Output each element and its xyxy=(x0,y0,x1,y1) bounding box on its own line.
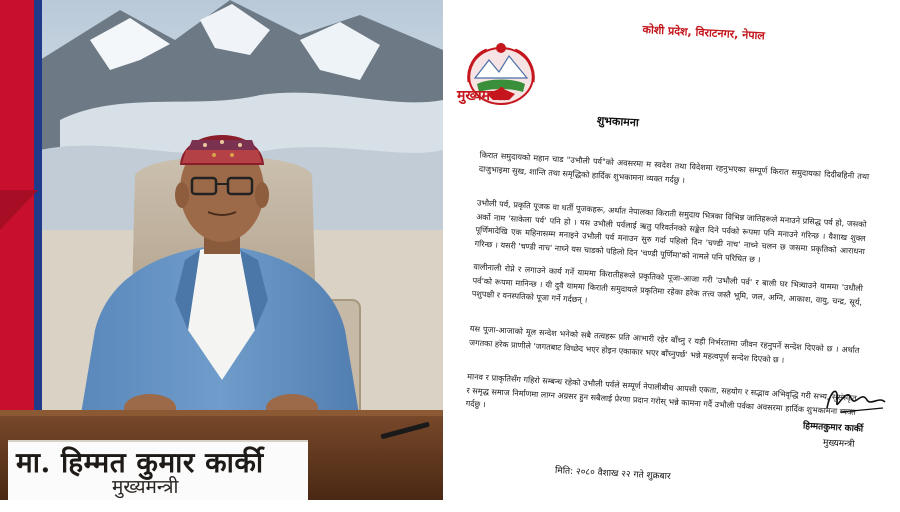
province-header: कोशी प्रदेश, विराटनगर, नेपाल xyxy=(642,22,766,43)
signer-title: मुख्यमन्त्री xyxy=(822,438,855,450)
signature-icon xyxy=(821,378,891,418)
photo-illustration xyxy=(0,0,443,500)
letter-subject: शुभकामना xyxy=(596,113,640,130)
greeting-letter xyxy=(443,0,900,500)
paragraph-2: उभौली पर्व, प्रकृति पूजक वा धर्ती पूजकहरू, अर्थात नेपालका किराती समुदाय भित्रका विभिन्न जातिहरूले मनाउने प्रसिद्ध पर्व हो, जसको अर्को नाम 'साकेला पर्व' पनि हो । यस उभौली पर्वलाई ऋतु परिवर्तनको सङ्केत दिने पर्वको रूपमा पनि मनाउने गरिन्छ । वैशाख शुक्ल पूर्णिमादेखि एक महिनासम्म मनाइने उभौली पर्व मनाउन सुरु गर्दा पहिलो दिन 'चण्डी नाच' नाच्ने चलन छ जसमा प्रकृतिको आराधना गरिन्छ । यसरी 'चण्डी नाच' नाच्ने यस चाडको पहिलो दिन 'चण्डी पूर्णिमा'को नामले पनि परिचित छ । xyxy=(474,198,867,265)
paragraph-4: यस पूजा-आजाको मूल सन्देश भनेको सबै तत्वहरू प्रति आभारी रहेर बाँच्नु र यही निर्भरतामा जीवन रहनुपर्ने सन्देश दिएको छ । अर्थात जगतका हरेक प्राणीले 'जगतबाट विच्छेद भएर होइन एकाकार भएर बाँच्नुपर्छ' भन्ने महत्वपूर्ण सन्देश दिएको छ । xyxy=(468,324,860,365)
paragraph-3: वालीनाली रोप्ने र लगाउने कार्य गर्ने याममा किरातीहरूले प्रकृतिको पूजा-आजा गरी 'उभौली पर्व' र बाली घर भित्र्याउने याममा 'उधौली पर्व'को रूपमा मानिन्छ । यी दुवै याममा किराती समुदायले प्रकृतिमा रहेका हरेक तत्त्व जस्तै भूमि, जल, अग्नि, आकाश, वायु, चन्द्र, सूर्य, पशुपक्षी र वनस्पतिको पूजा गर्ने गर्दछन् । xyxy=(471,262,864,307)
nameplate xyxy=(8,440,308,500)
paragraph-5: मानव र प्राकृतिसँग गहिरो सम्बन्ध रहेको उभौली पर्वले सम्पूर्ण नेपालीबीच आपसी एकता, सहयोग र सद्भाव अभिवृद्धि गरी सभ्य, सुसंस्कृत र समृद्ध समाज निर्माणमा लाग्न अग्रसर हुन सबैलाई प्रेरणा प्रदान गरोस् भन्ने कामना गर्दै उभौली पर्वका अवसरमा हार्दिक शुभकामना व्यक्त गर्दछु । xyxy=(465,372,857,417)
nameplate-name: मा. हिम्मत कुमार कार्की xyxy=(16,446,264,479)
signer-name: हिम्मतकुमार कार्की xyxy=(802,421,864,435)
chief-minister-photo xyxy=(0,0,443,500)
nameplate-title: मुख्यमन्त्री xyxy=(112,476,179,498)
paragraph-1: किरात समुदायको महान चाड "उभौली पर्व"को अवसरमा म स्वदेश तथा विदेशमा रहनुभएका सम्पूर्ण किरात समुदायका दिदीबहिनी तथा दाजुभाइमा सुख, शान्ति तथा समृद्धिको हार्दिक शुभकामना व्यक्त गर्दछु । xyxy=(478,150,870,185)
letter-date: मिति: २०८० वैशाख २२ गते शुक्रबार xyxy=(554,465,671,483)
emblem-label: मुख्यमन्त्री xyxy=(457,88,506,104)
